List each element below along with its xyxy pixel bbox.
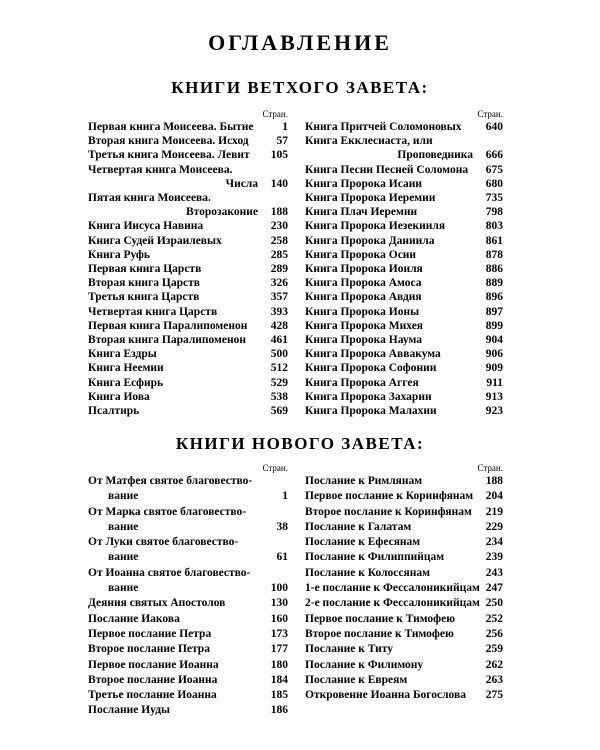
toc-entry — [88, 596, 288, 611]
old-testament-left-list — [88, 120, 288, 418]
toc-book-title: Послание к Титу — [305, 643, 393, 656]
toc-page-number: 247 — [485, 582, 503, 595]
toc-book-title: Книга Есфирь — [88, 376, 164, 389]
old-testament-right-column — [305, 108, 503, 418]
toc-entry — [305, 347, 503, 361]
toc-book-title: Книга Пророка Иеремии — [305, 192, 436, 205]
toc-entry — [88, 566, 288, 581]
toc-book-title: Книга Пророка Малахии — [305, 405, 437, 418]
toc-entry — [88, 390, 288, 404]
toc-book-title: Книга Иисуса Навина — [88, 220, 204, 233]
toc-page-number: 538 — [270, 390, 288, 403]
toc-book-title: Послание к Колоссянам — [305, 566, 430, 579]
toc-page-number: 184 — [270, 673, 288, 686]
toc-entry — [305, 305, 503, 319]
toc-entry — [305, 120, 503, 134]
toc-book-title: Послание Иакова — [88, 612, 180, 625]
toc-book-title: Второе послание к Коринфянам — [305, 505, 472, 518]
toc-page-number: 256 — [485, 627, 503, 640]
toc-book-title: От Матфея святое благовество- — [88, 475, 253, 487]
toc-entry — [88, 612, 288, 627]
toc-entry — [305, 219, 503, 233]
toc-page-number: 861 — [485, 234, 503, 247]
toc-book-title: От Иоанна святое благовество- — [88, 566, 251, 579]
toc-book-title: Второе послание к Тимофею — [305, 627, 454, 640]
toc-page-number: 185 — [270, 689, 288, 702]
toc-entry — [305, 376, 503, 390]
toc-entry — [305, 248, 503, 262]
toc-entry — [88, 177, 288, 191]
toc-entry — [88, 489, 288, 504]
toc-page-number: 289 — [270, 263, 288, 276]
toc-entry — [88, 148, 288, 162]
toc-book-title: Послание к Галатам — [305, 520, 412, 533]
toc-book-title: Пятая книга Моисеева. — [88, 192, 211, 205]
toc-page-number: 1 — [282, 490, 288, 503]
toc-page-number: 428 — [270, 319, 288, 332]
page-column-header: Стран. — [262, 109, 288, 119]
toc-entry — [88, 673, 288, 688]
toc-entry — [305, 535, 503, 550]
toc-book-title: От Марка святое благовество- — [88, 505, 247, 518]
toc-page-number: 160 — [270, 612, 288, 625]
toc-page-number: 239 — [485, 551, 503, 564]
toc-entry — [88, 205, 288, 219]
toc-book-title: Книга Пророка Иезекииля — [305, 220, 446, 233]
toc-book-title: вание — [108, 582, 139, 595]
toc-book-title: Книга Пророка Захарии — [305, 390, 432, 403]
toc-entry — [88, 581, 288, 596]
toc-page-number: 911 — [486, 376, 503, 389]
toc-book-title: Книга Пророка Наума — [305, 334, 422, 347]
toc-page-number: 230 — [270, 220, 288, 233]
toc-page-number: 909 — [485, 362, 503, 375]
toc-page-number: 735 — [485, 192, 503, 205]
toc-book-title: Книга Пророка Осии — [305, 248, 417, 261]
toc-book-title: Послание к Евреям — [305, 673, 408, 686]
toc-page-number: 529 — [270, 376, 288, 389]
toc-entry — [305, 390, 503, 404]
toc-entry — [305, 191, 503, 205]
toc-book-title: вание — [108, 490, 139, 503]
toc-page-number: 173 — [270, 627, 288, 640]
toc-entry — [88, 642, 288, 657]
toc-entry — [88, 688, 288, 703]
toc-entry — [305, 361, 503, 375]
toc-entry — [305, 276, 503, 290]
toc-entry — [305, 627, 503, 642]
toc-book-title: Книга Пророка Исаии — [305, 177, 422, 190]
toc-book-title: Проповедника — [397, 149, 473, 162]
toc-entry — [88, 234, 288, 248]
toc-entry — [88, 134, 288, 148]
toc-entry — [305, 505, 503, 520]
toc-entry — [305, 642, 503, 657]
toc-book-title: Первая книга Паралипоменон — [88, 319, 248, 332]
toc-page-number: 243 — [485, 566, 503, 579]
toc-book-title: Книга Песни Песней Соломона — [305, 163, 469, 176]
toc-entry — [88, 535, 288, 550]
toc-book-title: Первая книга Моисеева. Бытие — [88, 121, 254, 133]
toc-book-title: Третья книга Царств — [88, 291, 200, 304]
toc-page-number: 130 — [270, 597, 288, 610]
toc-book-title: Книга Пророка Амоса — [305, 277, 422, 290]
toc-page-number: 675 — [485, 163, 503, 176]
toc-entry — [88, 361, 288, 375]
toc-entry — [305, 319, 503, 333]
toc-page-number: 569 — [270, 405, 288, 418]
toc-book-title: вание — [108, 520, 139, 533]
toc-page-number: 100 — [270, 582, 288, 595]
toc-book-title: Книга Пророка Даниила — [305, 234, 435, 247]
toc-book-title: Послание к Филиппийцам — [305, 551, 445, 564]
toc-page-number: 61 — [276, 551, 288, 564]
toc-entry — [88, 305, 288, 319]
toc-book-title: Вторая книга Моисеева. Исход — [88, 135, 249, 148]
toc-book-title: От Луки святое благовество- — [88, 536, 239, 549]
toc-entry — [305, 404, 503, 418]
toc-page-number: 229 — [485, 520, 503, 533]
toc-book-title: вание — [108, 551, 139, 564]
toc-entry — [88, 163, 288, 177]
toc-entry — [305, 205, 503, 219]
toc-entry — [88, 520, 288, 535]
toc-entry — [88, 290, 288, 304]
toc-entry — [305, 333, 503, 347]
toc-entry — [305, 148, 503, 162]
old-testament-title: КНИГИ ВЕТХОГО ЗАВЕТА: — [171, 78, 429, 97]
toc-book-title: Книга Иова — [88, 390, 150, 403]
toc-page-number: 219 — [485, 505, 503, 518]
toc-book-title: Третья книга Моисеева. Левит — [88, 149, 250, 162]
toc-entry — [88, 276, 288, 290]
toc-book-title: Послание к Филимону — [305, 658, 424, 671]
toc-book-title: Псалтирь — [88, 405, 140, 418]
toc-book-title: Книга Екклесиаста, или — [305, 135, 433, 148]
toc-entry — [305, 489, 503, 504]
toc-page-number: 204 — [485, 490, 503, 503]
toc-page-number: 275 — [485, 689, 503, 702]
toc-page-number: 38 — [276, 520, 288, 533]
toc-book-title: Послание к Ефесянам — [305, 536, 421, 549]
old-testament-right-list — [305, 120, 503, 418]
toc-page-number: 803 — [485, 220, 503, 233]
toc-page-number: 357 — [270, 291, 288, 304]
toc-page-number: 188 — [270, 206, 288, 219]
toc-entry — [88, 333, 288, 347]
toc-page-number: 666 — [485, 149, 503, 162]
toc-page-number: 904 — [485, 334, 503, 347]
toc-page-number: 180 — [270, 658, 288, 671]
toc-page-number: 262 — [485, 658, 503, 671]
toc-page-number: 512 — [270, 362, 288, 375]
toc-page-number: 188 — [485, 475, 503, 487]
toc-entry — [305, 234, 503, 248]
toc-book-title: 2-е послание к Фессалоникийцам — [305, 597, 480, 610]
toc-page-number: 252 — [485, 612, 503, 625]
toc-book-title: Первое послание к Коринфянам — [305, 490, 474, 503]
toc-entry — [88, 191, 288, 205]
toc-entry — [88, 120, 288, 134]
toc-page-number: 259 — [485, 643, 503, 656]
toc-entry — [88, 474, 288, 489]
toc-page-number: 886 — [485, 263, 503, 276]
toc-book-title: Книга Пророка Ионы — [305, 305, 420, 318]
toc-page-number: 680 — [485, 177, 503, 190]
toc-book-title: Книга Плач Иеремии — [305, 206, 418, 219]
toc-entry — [305, 550, 503, 565]
toc-page-number: 234 — [485, 536, 503, 549]
toc-page-number: 258 — [270, 234, 288, 247]
page-column-header: Стран. — [262, 463, 288, 473]
toc-entry — [88, 505, 288, 520]
toc-book-title: Книга Ездры — [88, 348, 157, 361]
toc-entry — [305, 290, 503, 304]
toc-book-title: Числа — [225, 177, 258, 190]
toc-page-number: 896 — [485, 291, 503, 304]
toc-page-number: 105 — [270, 149, 288, 162]
toc-book-title: Книга Руфь — [88, 248, 150, 261]
toc-book-title: Книга Пророка Аггея — [305, 376, 419, 389]
toc-entry — [305, 163, 503, 177]
page-column-header: Стран. — [477, 463, 503, 473]
toc-book-title: Книга Судей Израилевых — [88, 234, 222, 247]
toc-book-title: Первое послание Петра — [88, 627, 212, 640]
toc-entry — [305, 673, 503, 688]
toc-page-number: 140 — [270, 177, 288, 190]
toc-page-number: 57 — [276, 135, 288, 148]
page-title: ОГЛАВЛЕНИЕ — [208, 30, 392, 55]
toc-entry — [88, 550, 288, 565]
new-testament-right-column — [305, 462, 503, 703]
toc-book-title: Четвертая книга Царств — [88, 305, 218, 318]
toc-book-title: Третье послание Иоанна — [88, 689, 217, 702]
toc-page-number: 326 — [270, 277, 288, 290]
toc-page-number: 897 — [485, 305, 503, 318]
new-testament-left-list — [88, 474, 288, 719]
toc-page-number: 640 — [485, 121, 503, 133]
toc-entry — [88, 404, 288, 418]
toc-book-title: Четвертая книга Моисеева. — [88, 163, 233, 176]
toc-page-number: 899 — [485, 319, 503, 332]
toc-page-number: 263 — [485, 673, 503, 686]
toc-entry — [305, 596, 503, 611]
toc-entry — [305, 262, 503, 276]
toc-page-number: 500 — [270, 348, 288, 361]
toc-page-number: 1 — [282, 121, 288, 133]
toc-page-number: 798 — [485, 206, 503, 219]
toc-book-title: Второе послание Иоанна — [88, 673, 218, 686]
toc-entry — [305, 520, 503, 535]
new-testament-title: КНИГИ НОВОГО ЗАВЕТА: — [175, 434, 425, 453]
toc-entry — [88, 347, 288, 361]
toc-entry — [88, 703, 288, 718]
toc-page-number: 285 — [270, 248, 288, 261]
toc-entry — [305, 688, 503, 703]
toc-page-number: 393 — [270, 305, 288, 318]
new-testament-right-list — [305, 474, 503, 703]
toc-entry — [305, 658, 503, 673]
page-column-header: Стран. — [477, 109, 503, 119]
toc-book-title: Книга Притчей Соломоновых — [305, 121, 462, 133]
new-testament-left-column — [88, 462, 288, 719]
toc-page-number: 878 — [485, 248, 503, 261]
toc-book-title: Книга Пророка Аввакума — [305, 348, 441, 361]
toc-entry — [305, 581, 503, 596]
toc-entry — [88, 376, 288, 390]
toc-book-title: Первое послание к Тимофею — [305, 612, 456, 625]
toc-page-number: 186 — [270, 704, 288, 717]
old-testament-left-column — [88, 108, 288, 418]
toc-entry — [305, 566, 503, 581]
toc-book-title: Деяния святых Апостолов — [88, 597, 226, 610]
toc-book-title: Книга Пророка Михея — [305, 319, 424, 332]
toc-entry — [305, 612, 503, 627]
toc-page-number: 906 — [485, 348, 503, 361]
toc-book-title: Послание Иуды — [88, 704, 170, 717]
toc-book-title: 1-е послание к Фессалоникийцам — [305, 582, 480, 595]
toc-book-title: Первое послание Иоанна — [88, 658, 219, 671]
toc-book-title: Послание к Римлянам — [305, 475, 423, 487]
toc-page-number: 889 — [485, 277, 503, 290]
toc-entry — [88, 627, 288, 642]
toc-book-title: Книга Неемии — [88, 362, 164, 375]
toc-book-title: Второзаконие — [185, 206, 258, 219]
toc-entry — [305, 134, 503, 148]
toc-book-title: Книга Пророка Софонии — [305, 362, 437, 375]
toc-entry — [88, 262, 288, 276]
toc-book-title: Книга Пророка Иоиля — [305, 263, 423, 276]
toc-page-number: 461 — [270, 334, 288, 347]
toc-book-title: Второе послание Петра — [88, 643, 210, 656]
toc-entry — [88, 219, 288, 233]
toc-book-title: Откровение Иоанна Богослова — [305, 689, 466, 702]
toc-page-number: 177 — [270, 643, 288, 656]
toc-entry — [88, 658, 288, 673]
toc-page-number: 250 — [485, 597, 503, 610]
toc-book-title: Вторая книга Паралипоменон — [88, 334, 247, 347]
toc-book-title: Книга Пророка Авдия — [305, 291, 422, 304]
toc-entry — [305, 177, 503, 191]
toc-entry — [305, 474, 503, 489]
toc-book-title: Первая книга Царств — [88, 263, 202, 276]
toc-page-number: 923 — [485, 405, 503, 418]
toc-entry — [88, 248, 288, 262]
toc-page-number: 913 — [485, 390, 503, 403]
toc-entry — [88, 319, 288, 333]
toc-book-title: Вторая книга Царств — [88, 277, 200, 290]
